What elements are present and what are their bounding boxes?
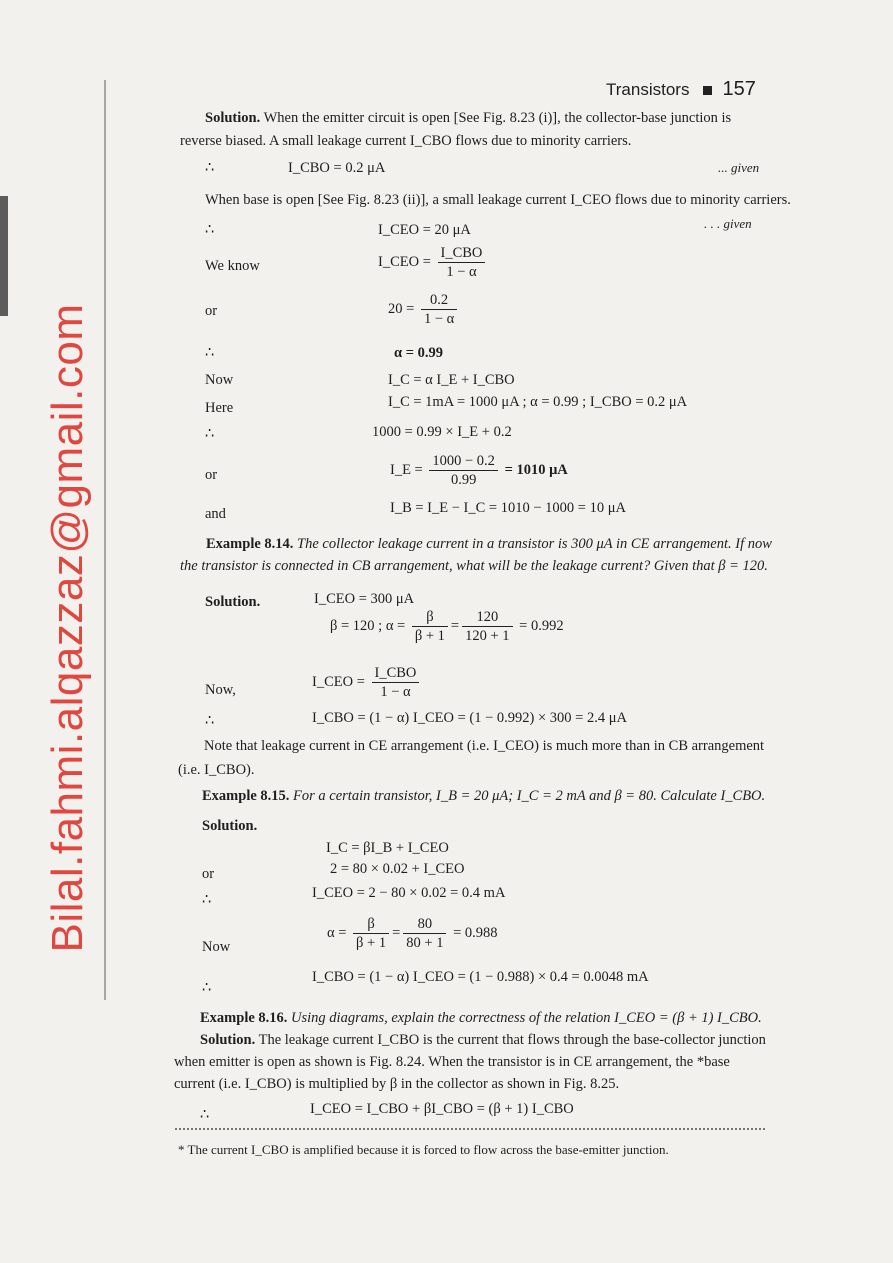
equation-iceo: I_CEO = 20 μA [378, 222, 471, 238]
page-number: 157 [722, 78, 756, 100]
fraction [412, 608, 448, 645]
example-8-16-solution-line-3: current (i.e. I_CBO) is multiplied by β in the collector as shown in Fig. 8.25. [174, 1076, 620, 1092]
equation-iceo: I_CEO = 2 − 80 × 0.02 = 0.4 mA [312, 885, 506, 901]
equation-iceo: I_CEO = 300 μA [314, 591, 415, 607]
and-label: and [205, 506, 226, 522]
example-title: Example 8.14. [206, 536, 294, 552]
equation-ic: I_C = α I_E + I_CBO [388, 372, 515, 388]
denominator: 0.99 [450, 472, 477, 488]
fraction [372, 664, 420, 701]
denominator: 80 + 1 [406, 935, 444, 951]
therefore-symbol: ∴ [202, 980, 212, 996]
solution-1-line-3: When base is open [See Fig. 8.23 (ii)], a small leakage current I_CEO flows due to minority carriers. [205, 192, 791, 208]
equation-lhs: I_CEO = [312, 673, 365, 690]
equation-ib: I_B = I_E − I_C = 1010 − 1000 = 10 μA [390, 500, 626, 516]
alpha-result: α = 0.99 [394, 345, 443, 361]
example-text: The collector leakage current in a transistor is 300 μA in CE arrangement. If now [297, 536, 772, 552]
equation-iceo-fraction [378, 244, 488, 281]
example-8-14-line-1 [206, 536, 772, 553]
binding-edge [104, 80, 106, 1000]
equation-1000: 1000 = 0.99 × I_E + 0.2 [372, 424, 512, 440]
or-label: or [202, 866, 215, 882]
fraction [429, 452, 498, 489]
header-square-icon [703, 86, 712, 95]
equation-final: I_CEO = I_CBO + βI_CBO = (β + 1) I_CBO [310, 1101, 574, 1117]
note-line-1: Note that leakage current in CE arrangement (i.e. I_CEO) is much more than in CB arrangement [204, 738, 765, 754]
equation-rhs: = 1010 μA [504, 461, 568, 478]
solution-1-line-2: reverse biased. A small leakage current I_CBO flows due to minority carriers. [180, 133, 632, 149]
equation-2: 2 = 80 × 0.02 + I_CEO [330, 861, 465, 877]
equation-20-fraction [388, 291, 460, 328]
equation-alpha-fraction: α = $\frac{\beta}{\beta + 1}$ = $\frac{80}{80 + 1}$ = 0.988 [327, 916, 498, 951]
binding-mark [0, 196, 8, 316]
example-text: For a certain transistor, I_B = 20 μA; I_C = 2 mA and β = 80. Calculate I_CBO. [293, 788, 766, 804]
given-note: . . . given [704, 216, 752, 231]
numerator: β [353, 915, 389, 934]
equation-iceo-fraction [312, 664, 422, 701]
equation-lhs: α = [327, 924, 347, 941]
equation-ic: I_C = βI_B + I_CEO [326, 840, 449, 856]
example-8-16-solution-line-1 [200, 1032, 766, 1049]
numerator: 0.2 [421, 291, 457, 310]
denominator: 120 + 1 [465, 628, 510, 644]
example-title: Example 8.15. [202, 788, 290, 804]
solution-text: The leakage current I_CBO is the current that flows through the base-collector junction [258, 1032, 766, 1048]
example-8-14-line-2: the transistor is connected in CB arrangement, what will be the leakage current? Given that β = 120. [180, 558, 768, 574]
equation-beta-alpha: β = 120 ; α = $\frac{\beta}{\beta + 1}$ = $\frac{120}{120 + 1}$ = 0.992 [330, 609, 564, 644]
equation-ie-fraction [390, 452, 568, 489]
equation-icbo: I_CBO = (1 − α) I_CEO = (1 − 0.992) × 300 = 2.4 μA [312, 710, 627, 726]
denominator: β + 1 [356, 935, 387, 951]
numerator: I_CBO [372, 664, 420, 683]
now-label: Now [205, 372, 234, 388]
equation-icbo: I_CBO = 0.2 μA [288, 160, 386, 176]
now-label: Now, [205, 682, 236, 698]
therefore-symbol: ∴ [205, 160, 215, 176]
footnote-divider [175, 1128, 765, 1130]
example-8-16-line [200, 1010, 762, 1027]
now-label: Now [202, 939, 231, 955]
denominator: β + 1 [414, 628, 445, 644]
equation-lhs: I_E = [390, 461, 423, 478]
fraction [438, 244, 486, 281]
fraction [462, 608, 512, 645]
solution-text: When the emitter circuit is open [See Fig. 8.23 (i)], the collector-base junction is [263, 110, 732, 126]
solution-label: Solution. [205, 594, 261, 610]
therefore-symbol: ∴ [205, 713, 215, 729]
numerator: 1000 − 0.2 [429, 452, 498, 471]
section-title: Transistors [606, 80, 690, 99]
example-8-16-solution-line-2: when emitter is open as shown is Fig. 8.24. When the transistor is in CE arrangement, the *base [174, 1054, 730, 1070]
example-text: Using diagrams, explain the correctness of the relation I_CEO = (β + 1) I_CBO. [291, 1010, 762, 1026]
numerator: 120 [462, 608, 512, 627]
or-label: or [205, 467, 218, 483]
given-note: ... given [718, 160, 760, 175]
therefore-symbol: ∴ [200, 1107, 210, 1123]
equation-lhs: I_CEO = [378, 253, 431, 270]
footnote: * The current I_CBO is amplified because it is forced to flow across the base-emitter junction. [178, 1142, 669, 1157]
equation-rhs: = 0.988 [453, 924, 498, 941]
numerator: I_CBO [438, 244, 486, 263]
therefore-symbol: ∴ [205, 345, 215, 361]
denominator: 1 − α [423, 311, 455, 327]
here-label: Here [205, 400, 234, 416]
equation-icbo: I_CBO = (1 − α) I_CEO = (1 − 0.988) × 0.4 = 0.0048 mA [312, 969, 649, 985]
solution-label: Solution. [202, 818, 258, 834]
denominator: 1 − α [446, 264, 477, 280]
fraction [353, 915, 389, 952]
example-title: Example 8.16. [200, 1010, 288, 1026]
running-header [606, 78, 756, 101]
fraction [403, 915, 446, 952]
denominator: 1 − α [380, 684, 411, 700]
equation-rhs: = 0.992 [519, 617, 564, 634]
therefore-symbol: ∴ [205, 426, 215, 442]
solution-label: Solution. [200, 1032, 256, 1048]
equation-ic-values: I_C = 1mA = 1000 μA ; α = 0.99 ; I_CBO = 0.2 μA [388, 394, 688, 410]
equation-lhs: 20 = [388, 300, 415, 317]
we-know-label: We know [205, 258, 260, 274]
solution-label: Solution. [205, 110, 261, 126]
numerator: 80 [403, 915, 446, 934]
equation-lhs: β = 120 ; α = [330, 617, 406, 634]
example-8-15-line [202, 788, 765, 805]
fraction [421, 291, 457, 328]
solution-1-line-1 [205, 110, 731, 127]
or-label: or [205, 303, 218, 319]
note-line-2: (i.e. I_CBO). [178, 762, 255, 778]
numerator: β [412, 608, 448, 627]
therefore-symbol: ∴ [205, 222, 215, 238]
therefore-symbol: ∴ [202, 892, 212, 908]
email-watermark: Bilal.fahmi.alqazzaz@gmail.com [43, 303, 92, 953]
